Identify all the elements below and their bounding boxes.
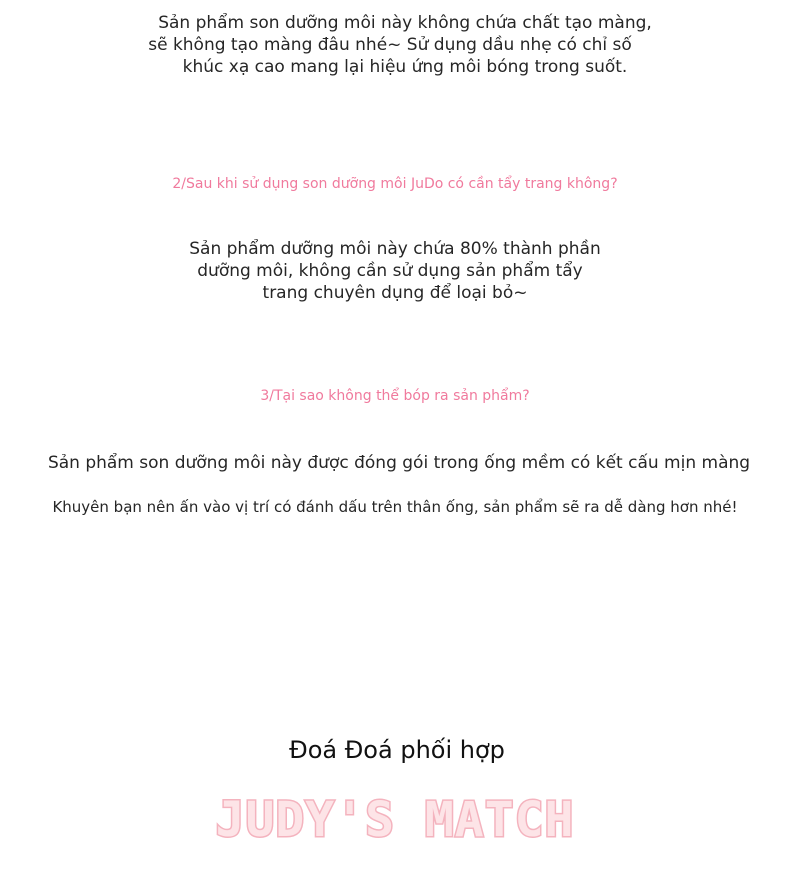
question-3: 3/Tại sao không thể bóp ra sản phẩm? bbox=[260, 388, 530, 404]
answer-2-line-3: trang chuyên dụng để loại bỏ~ bbox=[262, 283, 528, 303]
logo-wordmark bbox=[175, 790, 615, 850]
answer-3-line-1: Sản phẩm son dưỡng môi này được đóng gói trong ống mềm có kết cấu mịn màng bbox=[47, 453, 751, 473]
answer-2-line-2: dưỡng môi, không cần sử dụng sản phẩm tẩy bbox=[197, 261, 583, 281]
judys-match-logo bbox=[0, 790, 790, 850]
answer-2 bbox=[0, 238, 790, 304]
logo-text: JUDY'S MATCH bbox=[215, 792, 575, 848]
answer-3-line-2: Khuyên bạn nên ấn vào vị trí có đánh dấu trên thân ống, sản phẩm sẽ ra dễ dàng hơn nhé! bbox=[52, 498, 738, 516]
section-title: Đoá Đoá phối hợp bbox=[289, 736, 505, 764]
answer-1 bbox=[0, 12, 790, 78]
answer-2-line-1: Sản phẩm dưỡng môi này chứa 80% thành phần bbox=[189, 239, 601, 259]
answer-1-line-3: khúc xạ cao mang lại hiệu ứng môi bóng trong suốt. bbox=[182, 57, 628, 77]
answer-1-line-2: sẽ không tạo màng đâu nhé~ Sử dụng dầu nhẹ có chỉ số bbox=[148, 35, 632, 55]
answer-1-line-1: Sản phẩm son dưỡng môi này không chứa chất tạo màng, bbox=[158, 13, 652, 33]
question-2: 2/Sau khi sử dụng son dưỡng môi JuDo có cần tẩy trang không? bbox=[172, 176, 618, 192]
